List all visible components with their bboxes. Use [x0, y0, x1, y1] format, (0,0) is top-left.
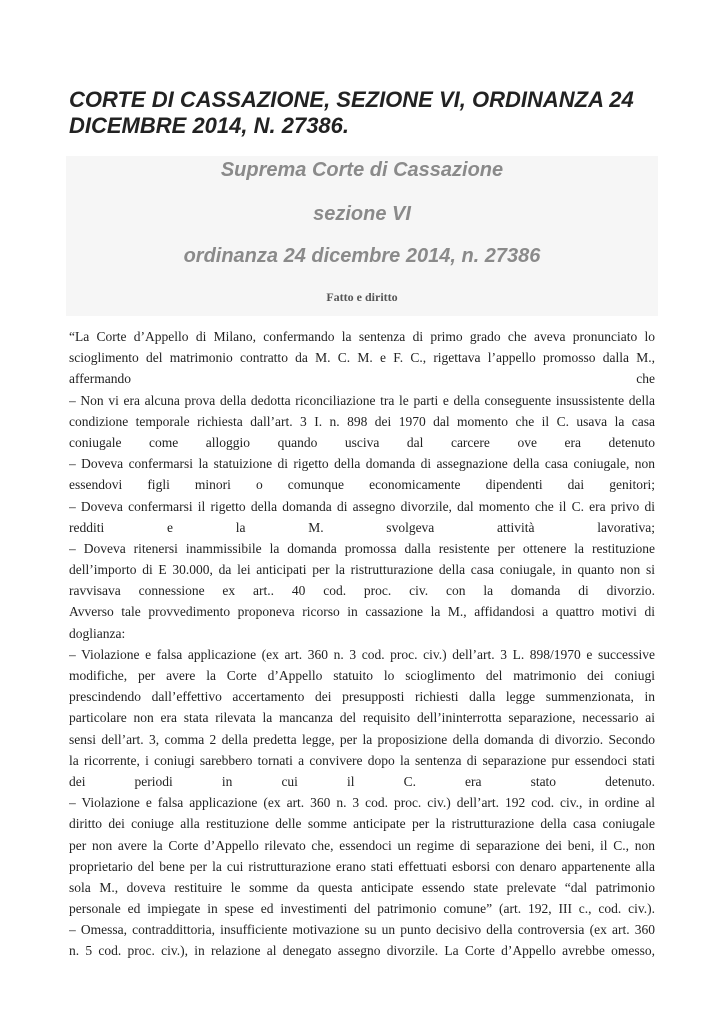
text-line: redditi e la M. svolgeva attività lavorativa;: [69, 519, 655, 535]
text-line: affermando che: [69, 371, 655, 387]
text-line: – Non vi era alcuna prova della dedotta riconciliazione tra le parti e della conseguente insussistente della: [69, 392, 655, 408]
text-line: proprietario del bene per la cui ristrutturazione erano stati effettuati esborsi con denaro appartenente alla: [69, 858, 655, 874]
text-line: particolare non era stata rilevata la mancanza del requisito dell’ininterrotta separazione, necessario ai: [69, 710, 655, 726]
text-line: sensi dell’art. 3, comma 2 della predetta legge, per la proposizione della domanda di divorzio. Secondo: [69, 731, 655, 747]
text-line: personale ed impiegate in spese ed investimenti del patrimonio comune” (art. 192, III c., cod. civ.).: [69, 901, 655, 917]
text-line: – Violazione e falsa applicazione (ex art. 360 n. 3 cod. proc. civ.) dell’art. 3 L. 898/1970 e successive: [69, 646, 655, 662]
section-heading: Fatto e diritto: [326, 290, 398, 304]
text-line: Avverso tale provvedimento proponeva ricorso in cassazione la M., affidandosi a quattro motivi di: [69, 604, 655, 620]
text-line: ravvisava connessione ex art.. 40 cod. proc. civ. con la domanda di divorzio.: [69, 583, 655, 599]
court-section: sezione VI: [313, 203, 411, 225]
ordinance-reference: ordinanza 24 dicembre 2014, n. 27386: [183, 245, 541, 267]
body-text: [69, 326, 655, 962]
text-line: per non avere la Corte d’Appello rilevato che, essendoci un regime di separazione dei beni, il C., non: [69, 837, 655, 853]
text-line: – Violazione e falsa applicazione (ex art. 360 n. 3 cod. proc. civ.) dell’art. 192 cod. civ., in ordine al: [69, 795, 655, 811]
text-line: modifiche, per avere la Corte d’Appello statuito lo scioglimento del matrimonio dei coniugi: [69, 668, 655, 683]
text-line: essendovi figli minori o comunque economicamente dipendenti dai genitori;: [69, 477, 655, 493]
text-line: la ricorrente, i coniugi sarebbero tornati a convivere dopo la sentenza di separazione pur essendoci stati: [69, 752, 655, 768]
text-line: sola M., doveva restituire le somme da questa anticipate essendo state prelevate “dal patrimonio: [69, 879, 655, 895]
text-line: – Doveva ritenersi inammissibile la domanda promossa dalla resistente per ottenere la restituzione: [69, 540, 655, 556]
text-line: dell’importo di E 30.000, da lei anticipati per la ristrutturazione della casa coniugale, in quanto non si: [69, 562, 655, 578]
text-line: “La Corte d’Appello di Milano, confermando la sentenza di primo grado che aveva pronunciato lo: [69, 329, 655, 344]
text-line: condizione temporale richiesta dall’art. 3 I. n. 898 dei 1970 dal momento che il C. usava la casa: [69, 413, 655, 429]
text-line: dei periodi in cui il C. era stato detenuto.: [69, 773, 655, 789]
text-line: diritto dei coniuge alla restituzione delle somme anticipate per la ristrutturazione della casa coniugale: [69, 816, 655, 832]
text-line: coniugale come alloggio quando usciva dal carcere ove era detenuto: [69, 434, 655, 450]
text-line: n. 5 cod. proc. civ.), in relazione al denegato assegno divorzile. La Corte d’Appello avrebbe omesso,: [69, 943, 655, 959]
document-title: CORTE DI CASSAZIONE, SEZIONE VI, ORDINANZA 24 DICEMBRE 2014, N. 27386.: [69, 87, 634, 138]
text-line: – Doveva confermarsi la statuizione di rigetto della domanda di assegnazione della casa coniugale, non: [69, 456, 655, 472]
court-name: Suprema Corte di Cassazione: [220, 159, 504, 181]
text-line: scioglimento del matrimonio contratto da M. C. M. e F. C., rigettava l’appello promosso dalla M.,: [69, 350, 655, 366]
text-line: prescindendo dall’effettivo accertamento dei presupposti richiesti dalla legge summenzionata, in: [69, 689, 655, 705]
text-line: doglianza:: [69, 625, 126, 641]
text-line: – Doveva confermarsi il rigetto della domanda di assegno divorzile, dal momento che il C. era privo di: [69, 498, 655, 514]
text-line: – Omessa, contraddittoria, insufficiente motivazione su un punto decisivo della controversia (ex art. 360: [69, 922, 655, 938]
